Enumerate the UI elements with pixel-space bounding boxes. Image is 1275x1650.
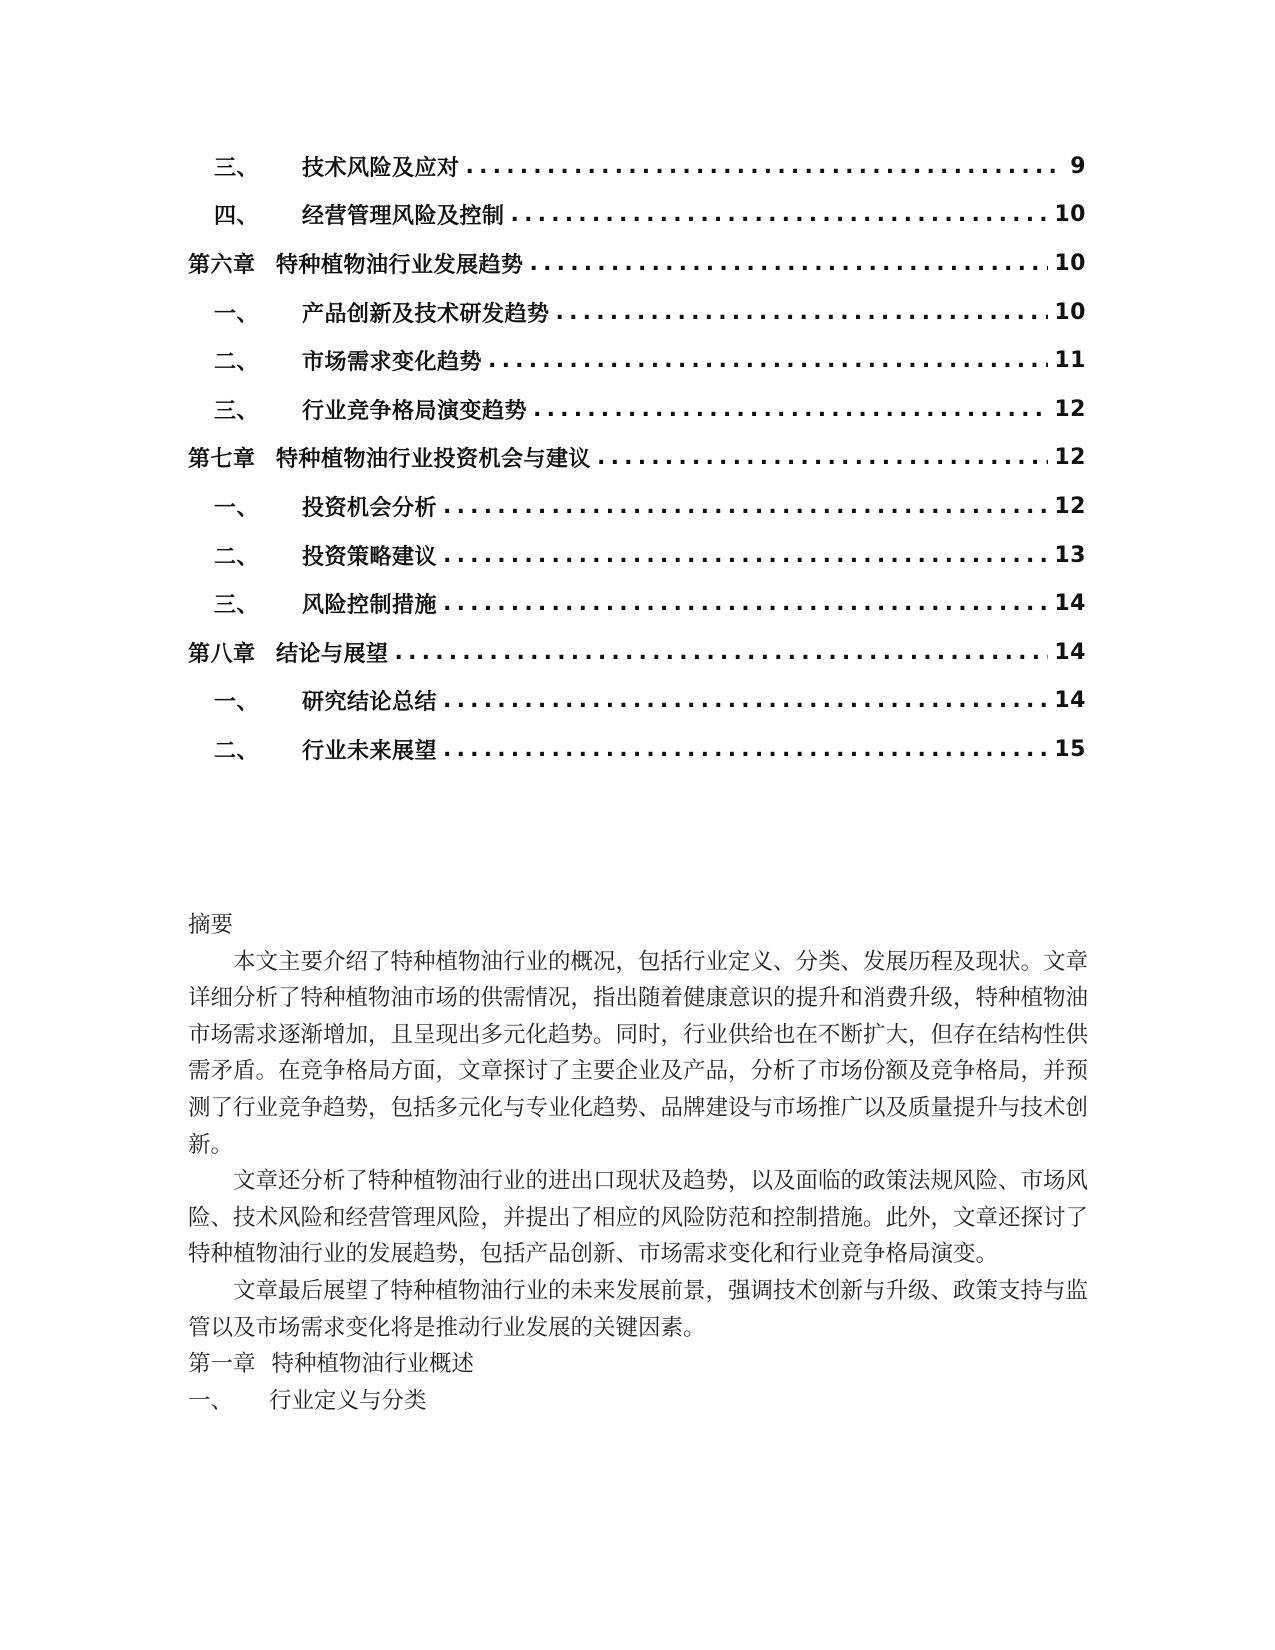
toc-leader-dots [443, 591, 1048, 616]
toc-leader-dots [466, 154, 1060, 179]
toc-leader-dots [556, 300, 1049, 325]
toc-entry-page: 12 [1054, 396, 1086, 422]
toc-entry-page: 13 [1054, 542, 1086, 568]
toc-chapter-entry[interactable] [188, 434, 1086, 483]
toc-entry-title: 投资策略建议 [302, 544, 438, 570]
document-body [188, 907, 1088, 1419]
toc-leader-dots [533, 397, 1048, 422]
toc-entry[interactable] [188, 677, 1086, 726]
toc-leader-dots [443, 494, 1048, 519]
toc-entry-page: 12 [1054, 493, 1086, 519]
toc-chapter-entry[interactable] [188, 628, 1086, 677]
toc-entry-page: 14 [1054, 688, 1086, 714]
abstract-heading: 摘要 [188, 912, 234, 938]
toc-leader-dots [443, 688, 1048, 713]
toc-entry-title: 结论与展望 [276, 641, 389, 667]
toc-entry-page: 12 [1054, 445, 1086, 471]
toc-entry[interactable] [188, 385, 1086, 434]
toc-leader-dots [530, 251, 1049, 276]
section-heading [188, 1383, 1088, 1420]
toc-entry[interactable] [188, 725, 1086, 774]
toc-chapter-entry[interactable] [188, 239, 1086, 288]
toc-entry[interactable] [188, 191, 1086, 240]
toc-entry-page: 10 [1054, 250, 1086, 276]
toc-entry-title: 行业未来展望 [302, 738, 438, 764]
abstract-paragraph: 本文主要介绍了特种植物油行业的概况，包括行业定义、分类、发展历程及现状。文章详细分析了特种植物油市场的供需情况，指出随着健康意识的提升和消费升级，特种植物油市场需求逐渐增加，且呈现出多元化趋势。同时，行业供给也在不断扩大，但存在结构性供需矛盾。在竞争格局方面，文章探讨了主要企业及产品，分析了市场份额及竞争格局，并预测了行业竞争趋势，包括多元化与专业化趋势、品牌建设与市场推广以及质量提升与技术创新。 [188, 948, 1089, 1158]
toc-entry-number: 第八章 [188, 641, 256, 667]
toc-entry-page: 14 [1054, 591, 1086, 617]
toc-entry-page: 11 [1054, 348, 1086, 374]
toc-entry-title: 研究结论总结 [302, 690, 438, 716]
section-number: 一、 [188, 1387, 234, 1414]
toc-entry[interactable] [188, 531, 1086, 580]
toc-entry-title: 行业竞争格局演变趋势 [302, 398, 528, 424]
toc-entry-page: 14 [1054, 639, 1086, 665]
toc-entry-number: 一、 [214, 301, 260, 327]
toc-leader-dots [443, 737, 1048, 762]
toc-leader-dots [395, 640, 1049, 665]
toc-entry-number: 三、 [214, 155, 260, 181]
toc-entry-title: 特种植物油行业发展趋势 [276, 252, 524, 278]
toc-entry[interactable] [188, 336, 1086, 385]
toc-leader-dots [443, 543, 1048, 568]
toc-entry-title: 产品创新及技术研发趋势 [302, 301, 550, 327]
abstract-paragraph: 文章还分析了特种植物油行业的进出口现状及趋势，以及面临的政策法规风险、市场风险、技术风险和经营管理风险，并提出了相应的风险防范和控制措施。此外，文章还探讨了特种植物油行业的发展趋势，包括产品创新、市场需求变化和行业竞争格局演变。 [188, 1168, 1089, 1268]
toc-entry-number: 四、 [214, 204, 260, 230]
toc-entry-page: 10 [1054, 299, 1086, 325]
toc-leader-dots [597, 445, 1048, 470]
toc-entry-title: 市场需求变化趋势 [302, 350, 483, 376]
toc-leader-dots [488, 348, 1048, 373]
toc-entry-number: 二、 [214, 738, 260, 764]
abstract-paragraph: 文章最后展望了特种植物油行业的未来发展前景，强调技术创新与升级、政策支持与监管以及市场需求变化将是推动行业发展的关键因素。 [188, 1277, 1089, 1341]
chapter-number: 第一章 [188, 1351, 256, 1378]
chapter-title: 特种植物油行业概述 [271, 1351, 475, 1378]
toc-entry[interactable] [188, 579, 1086, 628]
section-title: 行业定义与分类 [269, 1387, 427, 1414]
toc-entry-number: 二、 [214, 350, 260, 376]
toc-entry-number: 一、 [214, 495, 260, 521]
toc-entry-page: 9 [1070, 153, 1086, 179]
chapter-heading [188, 1346, 1088, 1383]
toc-entry[interactable] [188, 142, 1086, 191]
toc-entry[interactable] [188, 482, 1086, 531]
toc-entry-title: 特种植物油行业投资机会与建议 [276, 447, 592, 473]
toc-entry-number: 三、 [214, 593, 260, 619]
toc-entry-title: 技术风险及应对 [302, 155, 460, 181]
toc-entry-page: 15 [1054, 736, 1086, 762]
toc-entry-title: 经营管理风险及控制 [302, 204, 505, 230]
toc-entry[interactable] [188, 288, 1086, 337]
toc-entry-title: 投资机会分析 [302, 495, 438, 521]
toc-entry-number: 第七章 [188, 447, 256, 473]
table-of-contents [188, 142, 1086, 774]
toc-entry-number: 第六章 [188, 252, 256, 278]
toc-entry-number: 三、 [214, 398, 260, 424]
toc-entry-number: 二、 [214, 544, 260, 570]
toc-entry-title: 风险控制措施 [302, 593, 438, 619]
toc-entry-number: 一、 [214, 690, 260, 716]
toc-entry-page: 10 [1054, 202, 1086, 228]
toc-leader-dots [511, 202, 1049, 227]
